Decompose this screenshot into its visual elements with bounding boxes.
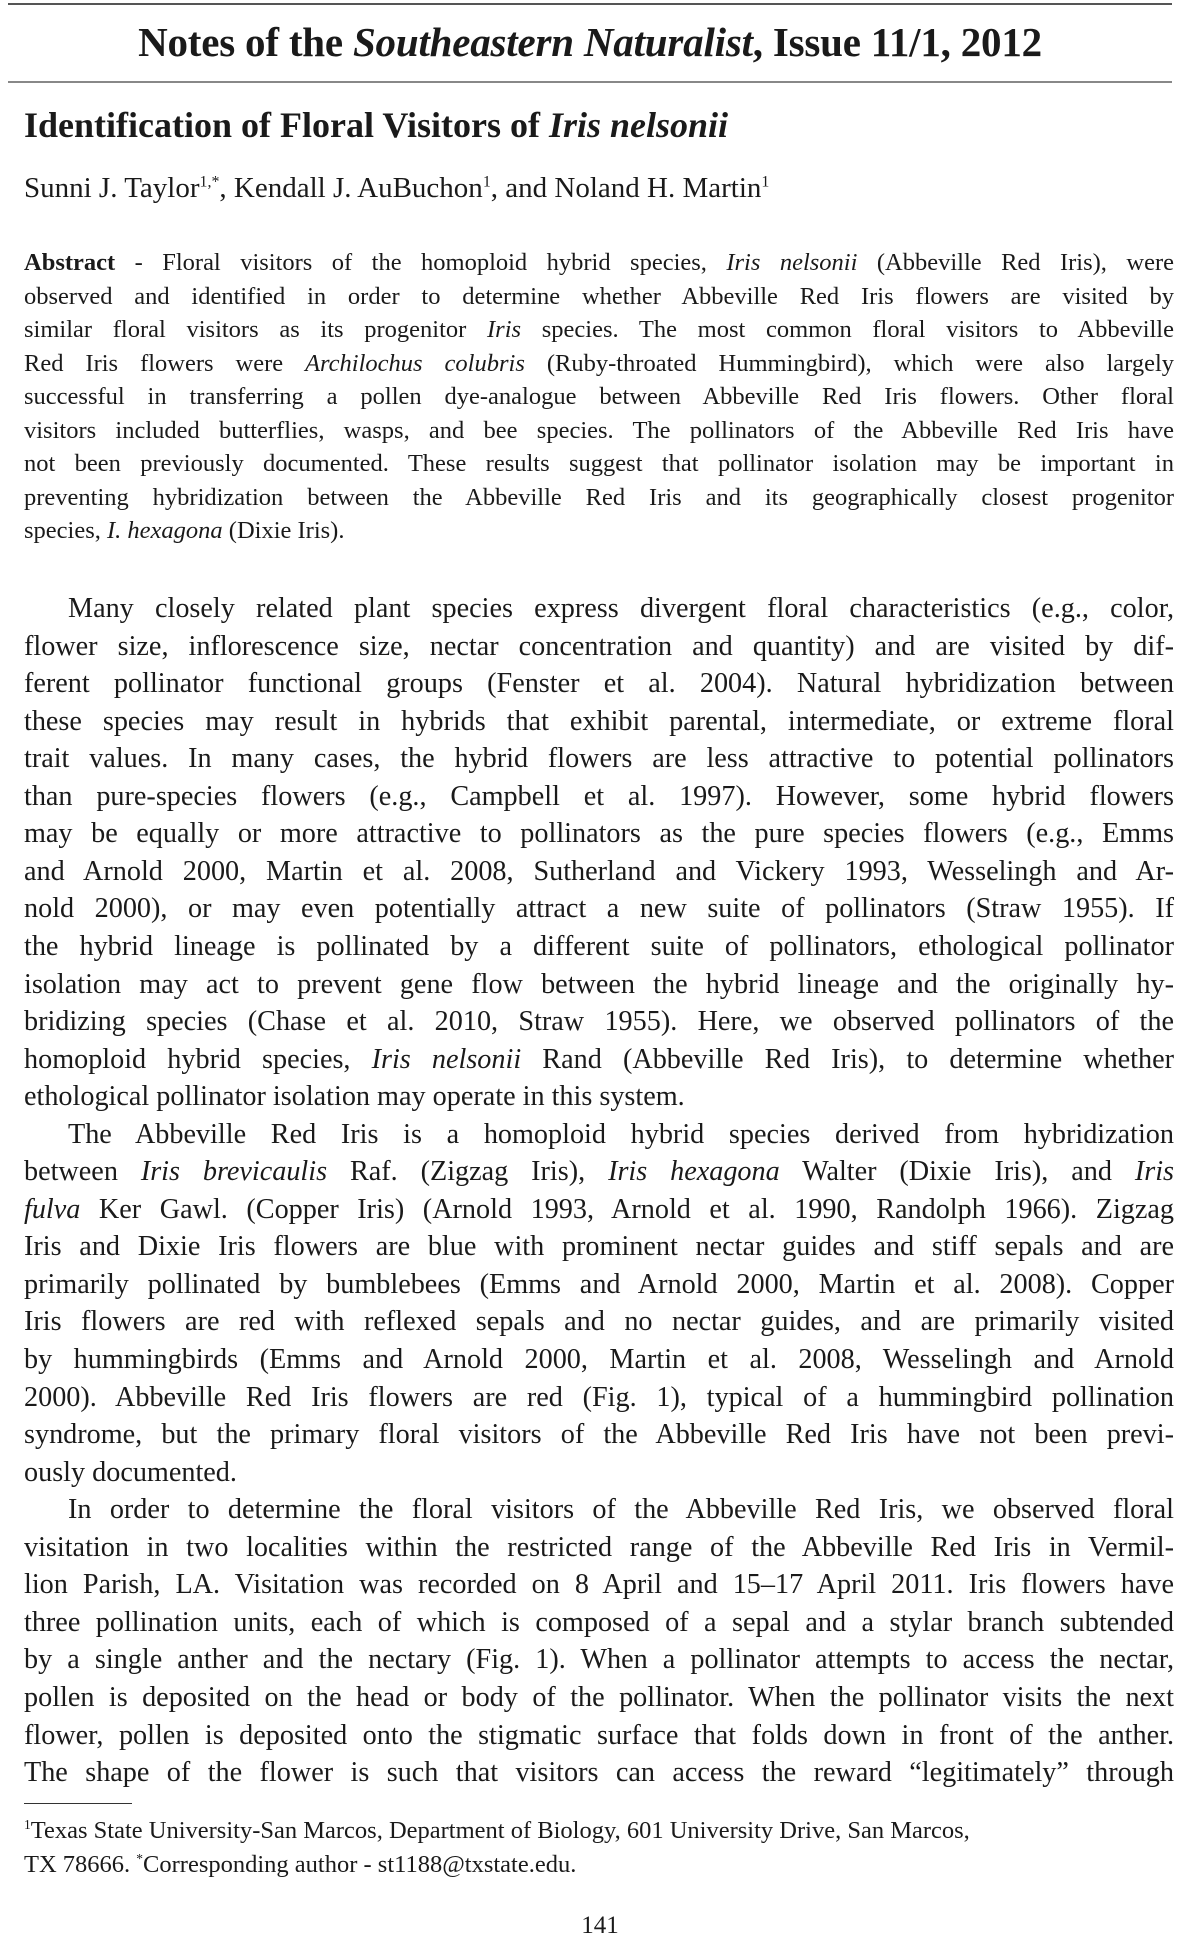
author-separator: ,	[219, 172, 234, 204]
species-name: Iris brevicaulis	[140, 1156, 328, 1188]
text-line	[24, 890, 1174, 928]
text-line	[24, 1679, 1174, 1717]
footnote-rule	[24, 1803, 132, 1804]
text-run: Ker Gawl. (Copper Iris) (Arnold 1993, Arnold et al. 1990, Randolph 1966). Zigzag	[80, 1193, 1174, 1225]
article-title	[24, 104, 728, 146]
affiliation-text: Texas State University-San Marcos, Department of Biology, 601 University Drive, San Marcos,	[30, 1817, 970, 1844]
text-run: In order to determine the floral visitors of the Abbeville Red Iris, we observed floral	[68, 1494, 1174, 1526]
journal-running-header	[0, 18, 1180, 66]
text-run: Iris flowers are red with reflexed sepals and no nectar guides, and are primarily visited	[24, 1306, 1174, 1338]
text-run: visitation in two localities within the restricted range of the Abbeville Red Iris in Vermil-	[24, 1531, 1174, 1563]
species-name: Iris nelsonii	[371, 1043, 522, 1075]
text-line	[24, 1379, 1174, 1417]
text-run: homoploid hybrid species,	[24, 1043, 372, 1075]
text-line	[24, 246, 1174, 280]
text-run: and Arnold 2000, Martin et al. 2008, Sutherland and Vickery 1993, Wesselingh and Ar-	[24, 855, 1174, 887]
text-run: than pure-species flowers (e.g., Campbell et al. 1997). However, some hybrid flowers	[24, 780, 1174, 812]
page-number: 141	[581, 1912, 619, 1939]
text-run: may be equally or more attractive to pollinators as the pure species flowers (e.g., Emms	[24, 818, 1174, 850]
text-run: The shape of the flower is such that visitors can access the reward “legitimately” through	[24, 1757, 1174, 1789]
postal-code-text: TX 78666.	[24, 1851, 137, 1878]
text-line	[24, 703, 1174, 741]
text-line	[24, 665, 1174, 703]
text-line	[24, 815, 1174, 853]
footnote-marker: 1	[24, 1816, 31, 1832]
text-run: successful in transferring a pollen dye-analogue between Abbeville Red Iris flowers. Other floral	[24, 383, 1174, 410]
text-run: observed and identified in order to determine whether Abbeville Red Iris flowers are visited by	[24, 282, 1174, 310]
text-run: nold 2000), or may even potentially attract a new suite of pollinators (Straw 1955). If	[24, 893, 1174, 925]
text-run: (Dixie Iris).	[222, 517, 345, 544]
text-line	[24, 1078, 1174, 1116]
text-run: similar floral visitors as its progenitor	[24, 316, 487, 343]
text-run: ferent pollinator functional groups (Fenster et al. 2004). Natural hybridization between	[24, 668, 1174, 700]
author-separator: , and	[490, 172, 555, 204]
text-run: Walter (Dixie Iris), and	[779, 1156, 1135, 1188]
author-name: Noland H. Martin	[554, 172, 762, 204]
text-run: flower size, inflorescence size, nectar concentration and quantity) and are visited by dif-	[24, 630, 1174, 662]
text-line	[24, 1641, 1174, 1679]
text-run: species,	[24, 517, 107, 544]
author-affiliation: 1	[482, 173, 491, 191]
species-name: Iris hexagona	[608, 1156, 780, 1188]
footnote-correspondence	[24, 1851, 1174, 1879]
text-run: visitors included butterflies, wasps, and bee species. The pollinators of the Abbeville Red Iris have	[24, 416, 1174, 444]
text-line	[24, 1341, 1174, 1379]
text-run: these species may result in hybrids that exhibit parental, intermediate, or extreme floral	[24, 705, 1174, 737]
text-line	[24, 628, 1174, 666]
text-line	[24, 740, 1174, 778]
text-line	[24, 1303, 1174, 1341]
author-name: Kendall J. AuBuchon	[233, 172, 483, 204]
header-top-rule	[8, 3, 1172, 5]
journal-issue: , Issue 11/1, 2012	[752, 19, 1042, 65]
journal-name: Southeastern Naturalist	[352, 19, 753, 65]
text-run: isolation may act to prevent gene flow between the hybrid lineage and the originally hy-	[24, 968, 1174, 1000]
text-run: three pollination units, each of which is composed of a sepal and a stylar branch subtended	[24, 1606, 1174, 1638]
text-run: 2000). Abbeville Red Iris flowers are red (Fig. 1), typical of a hummingbird pollination	[24, 1381, 1174, 1413]
species-name: Iris	[1134, 1156, 1175, 1188]
text-run: Rand (Abbeville Red Iris), to determine whether	[521, 1043, 1175, 1075]
text-line	[24, 414, 1174, 448]
article-title-text: Identification of Floral Visitors of	[24, 105, 549, 145]
text-line	[24, 853, 1174, 891]
text-run: - Floral visitors of the homoploid hybrid species,	[115, 249, 727, 276]
journal-header-prefix: Notes of the	[138, 19, 353, 65]
text-line	[24, 778, 1174, 816]
text-line	[24, 313, 1174, 347]
article-title-species: Iris nelsonii	[548, 105, 729, 145]
species-name: fulva	[24, 1193, 81, 1225]
text-line	[24, 514, 1174, 548]
text-run: bridizing species (Chase et al. 2010, Straw 1955). Here, we observed pollinators of the	[24, 1006, 1174, 1038]
text-run: by a single anther and the nectary (Fig. 1). When a pollinator attempts to access the nectar,	[24, 1644, 1174, 1676]
text-line	[24, 447, 1174, 481]
species-name: Archilochus colubris	[305, 349, 525, 377]
text-line	[24, 347, 1174, 381]
text-line	[24, 280, 1174, 314]
text-line	[24, 1228, 1174, 1266]
text-run: pollen is deposited on the head or body of the pollinator. When the pollinator visits the next	[24, 1681, 1174, 1713]
text-run: primarily pollinated by bumblebees (Emms and Arnold 2000, Martin et al. 2008). Copper	[24, 1268, 1174, 1300]
author-affiliation: 1,*	[199, 173, 220, 191]
corresponding-author-text: Corresponding author - st1188@txstate.edu.	[143, 1851, 577, 1878]
text-line	[24, 1566, 1174, 1604]
text-run: The Abbeville Red Iris is a homoploid hybrid species derived from hybridization	[68, 1118, 1174, 1150]
species-name: Iris nelsonii	[726, 249, 858, 276]
text-line	[24, 1416, 1174, 1454]
author-list	[24, 172, 769, 205]
text-run: syndrome, but the primary floral visitors of the Abbeville Red Iris have not been previ-	[24, 1419, 1174, 1451]
text-line	[24, 1717, 1174, 1755]
text-line	[24, 1153, 1174, 1191]
text-line	[24, 1754, 1174, 1792]
text-line	[24, 928, 1174, 966]
species-name: Iris	[487, 316, 522, 343]
text-line	[24, 1604, 1174, 1642]
text-run: the hybrid lineage is pollinated by a different suite of pollinators, ethological pollinator	[24, 930, 1174, 962]
author-name: Sunni J. Taylor	[24, 172, 200, 204]
text-line	[24, 1116, 1174, 1154]
text-line	[24, 1491, 1174, 1529]
text-line	[24, 481, 1174, 515]
text-line	[24, 1041, 1174, 1079]
text-run: Iris and Dixie Iris flowers are blue with prominent nectar guides and stiff sepals and are	[24, 1231, 1174, 1263]
text-line	[24, 1003, 1174, 1041]
text-run: (Abbeville Red Iris), were	[857, 249, 1174, 276]
text-line	[24, 1529, 1174, 1567]
text-line	[24, 380, 1174, 414]
text-run: between	[24, 1156, 141, 1188]
text-run: species. The most common floral visitors to Abbeville	[521, 316, 1174, 343]
author-affiliation: 1	[761, 173, 770, 191]
text-line	[24, 966, 1174, 1004]
footnote-marker: *	[136, 1850, 144, 1866]
text-line	[24, 1266, 1174, 1304]
text-run: Raf. (Zigzag Iris),	[327, 1156, 609, 1188]
text-run: by hummingbirds (Emms and Arnold 2000, Martin et al. 2008, Wesselingh and Arnold	[24, 1344, 1174, 1375]
text-line	[24, 1454, 1174, 1492]
text-run: lion Parish, LA. Visitation was recorded on 8 April and 15–17 April 2011. Iris flowers have	[24, 1569, 1174, 1601]
text-run: flower, pollen is deposited onto the stigmatic surface that folds down in front of the anther.	[24, 1719, 1174, 1751]
header-bottom-rule	[8, 81, 1172, 83]
text-run: (Ruby-throated Hummingbird), which were also largely	[524, 349, 1175, 377]
text-run: Red Iris flowers were	[24, 349, 306, 377]
footnote-affiliation	[24, 1817, 1174, 1845]
text-run: preventing hybridization between the Abbeville Red Iris and its geographically closest progenitor	[24, 483, 1174, 511]
text-run: ethological pollinator isolation may operate in this system.	[24, 1081, 685, 1113]
species-name: I. hexagona	[107, 517, 223, 544]
abstract-label: Abstract	[24, 249, 116, 276]
text-run: Many closely related plant species express divergent floral characteristics (e.g., color,	[68, 593, 1174, 624]
text-line	[24, 590, 1174, 628]
text-run: trait values. In many cases, the hybrid flowers are less attractive to potential pollinators	[24, 743, 1174, 775]
text-run: ously documented.	[24, 1456, 237, 1488]
text-line	[24, 1191, 1174, 1229]
text-run: not been previously documented. These results suggest that pollinator isolation may be important in	[24, 450, 1174, 477]
